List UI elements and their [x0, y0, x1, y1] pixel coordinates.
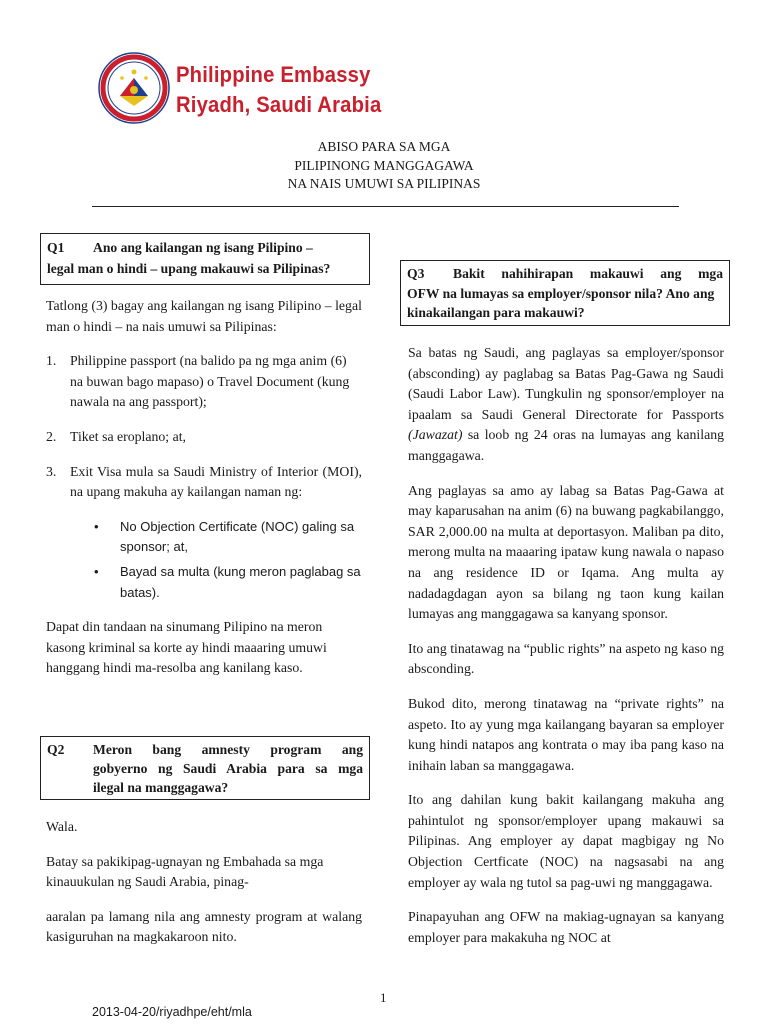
document-title: [0, 138, 768, 194]
list-item: [46, 427, 362, 448]
q2-question-line3: ilegal na manggagawa?: [93, 780, 229, 795]
q3-question-line2: OFW na lumayas sa employer/sponsor nila? Ano ang kinakailangan para makauwi?: [407, 285, 715, 320]
q3-question-box: [400, 260, 730, 326]
document-code: 2013-04-20/riyadhpe/eht/mla: [92, 1005, 252, 1019]
bullet-text: No Objection Certificate (NOC) galing sa sponsor; at,: [120, 518, 355, 555]
list-item: [46, 351, 362, 413]
bullet-dot: •: [94, 563, 99, 579]
right-column: [408, 343, 724, 948]
bullet-dot: •: [94, 518, 99, 534]
title-line2: PILIPINONG MANGGAGAWA: [294, 157, 474, 173]
list-text: Exit Visa mula sa Saudi Ministry of Interior (MOI), na upang makuha ay kailangan naman ng:: [70, 463, 362, 500]
q1-number: Q1: [47, 240, 65, 255]
page-number: 1: [380, 990, 387, 1005]
q3-para3: Ito ang tinatawag na “public rights” na aspeto ng kaso ng absconding.: [408, 640, 724, 677]
q2-question-line2: gobyerno ng Saudi Arabia para sa mga: [93, 761, 363, 776]
q2-question-line1: Meron bang amnesty program ang: [93, 742, 363, 757]
bullet-list: [46, 517, 362, 603]
embassy-seal-icon: [98, 50, 170, 126]
list-number: 3.: [46, 463, 57, 479]
q1-question-line2: legal man o hindi – upang makauwi sa Pilipinas?: [47, 261, 331, 276]
embassy-name-line1: Philippine Embassy: [176, 62, 371, 87]
q3-para2: Ang paglayas sa amo ay labag sa Batas Pag-Gawa at may kaparusahan na anim (6) na buwang pagkabilanggo, SAR 2,000.00 na multa at deportasyon. Maliban pa dito, merong multa na maaaring ipataw kung nawala o napaso na ang residence ID or Iqama. Ang multa ay nadadagdagan ayon sa bilang ng taon kung kailan lumayas ang manggagawa sa kanyang sponsor.: [408, 482, 724, 622]
embassy-name-line2: Riyadh, Saudi Arabia: [176, 92, 382, 117]
q2-answer-block: [46, 817, 362, 948]
embassy-name: [176, 60, 381, 120]
list-item: [46, 462, 362, 503]
title-line3: NA NAIS UMUWI SA PILIPINAS: [287, 176, 481, 191]
q2-number: Q2: [47, 742, 65, 757]
q3-para5: Ito ang dahilan kung bakit kailangang makuha ang pahintulot ng sponsor/employer upang makauwi sa Pilipinas. Ang employer ay dapat magbigay ng No Objection Certficate (NOC) na nagsasabi na ang employer ay wala ng tutol sa pag-uwi ng manggagawa.: [408, 792, 724, 890]
q3-para1-text: Sa batas ng Saudi, ang paglayas sa employer/sponsor (absconding) ay paglabag sa Batas Pag-Gawa ng Saudi (Saudi Labor Law). Tungkulin ng sponsor/employer na ipaalam sa Saudi General Directorate for Passports: [408, 345, 724, 422]
q3-number: Q3: [407, 266, 425, 281]
q1-question-line1: Ano ang kailangan ng isang Pilipino –: [93, 240, 313, 255]
q3-para1-italic: (Jawazat): [408, 427, 463, 443]
q3-para1-end: sa loob ng 24 oras na lumayas ang kanilang manggagawa.: [408, 427, 724, 463]
list-number: 1.: [46, 353, 57, 369]
list-number: 2.: [46, 428, 57, 444]
q1-question-box: [40, 233, 370, 285]
bullet-item: [92, 517, 362, 558]
q3-para1: [408, 343, 724, 467]
bullet-text: Bayad sa multa (kung meron paglabag sa batas).: [120, 563, 361, 600]
list-text: Tiket sa eroplano; at,: [70, 428, 186, 444]
q3-para4: Bukod dito, merong tinatawag na “private rights” na aspeto. Ito ay yung mga kailangang bayaran sa employer kung hindi natapos ang kontrata o may iba pang kaso na inihain laban sa manggagawa.: [408, 695, 724, 773]
q2-para2: aaralan pa lamang nila ang amnesty program at walang kasiguruhan na magkakaroon nito.: [46, 908, 362, 945]
q3-question-line1: Bakit nahihirapan makauwi ang mga: [453, 266, 723, 281]
title-line1: ABISO PARA SA MGA: [317, 139, 451, 154]
q3-para6: Pinapayuhan ang OFW na makiag-ugnayan sa kanyang employer para makakuha ng NOC at: [408, 909, 724, 945]
letterhead: [98, 50, 398, 132]
q2-question-box: [40, 736, 370, 800]
bullet-item: [92, 562, 362, 603]
q2-para1: Batay sa pakikipag-ugnayan ng Embahada sa mga kinauukulan ng Saudi Arabia, pinag-: [46, 853, 324, 890]
title-divider: [92, 206, 679, 207]
left-column: [46, 296, 362, 679]
q1-intro: Tatlong (3) bagay ang kailangan ng isang Pilipino – legal man o hindi – na nais umuwi sa Pilipinas:: [46, 298, 362, 334]
q2-answer: Wala.: [46, 819, 78, 834]
list-text: Philippine passport (na balido pa ng mga anim (6) na buwan bago mapaso) o Travel Document (kung nawala na ang passport);: [70, 353, 350, 410]
q1-closing: Dapat din tandaan na sinumang Pilipino na meron kasong kriminal sa korte ay hindi maaaring umuwi hanggang hindi ma-resolba ang kanilang kaso.: [46, 619, 327, 676]
